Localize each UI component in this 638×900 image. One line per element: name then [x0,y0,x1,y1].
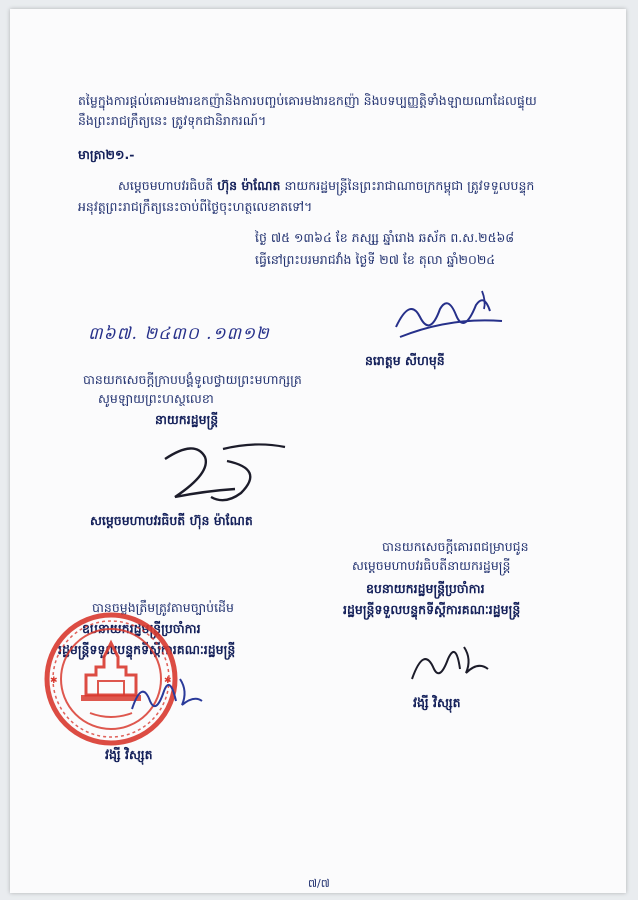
pm-signature [145,439,295,509]
deputy-title-1: ឧបនាយករដ្ឋមន្ត្រីប្រចាំការ [366,581,485,596]
deputy-signature [408,639,498,689]
deputy-title-2: រដ្ឋមន្ត្រីទទួលបន្ទុកទីស្ដីការគណៈរដ្ឋមន្ត្រី [343,602,521,617]
preamble-line-1: តម្លៃក្នុងការផ្ដល់គោរមងារឧកញ៉ានិងការបញ្ចប់គោរមងារឧកញ៉ា និងបទប្បញ្ញត្តិទាំងឡាយណាដែលផ្ទុយ [78,93,537,108]
lunar-date: ថ្ងៃ ៧៥ ១៣៦៤ ខែ ភស្ស្ស ឆ្នាំរោង ឆស័ក ព.ស.២៥៦៨ [255,230,515,245]
certified-title-1: ឧបនាយករដ្ឋមន្ត្រីប្រចាំការ [82,621,201,636]
pm-title: នាយករដ្ឋមន្ត្រី [155,412,219,427]
certified-signature [128,671,208,721]
king-signature [390,287,510,345]
certified-name: វង្សី វិស្សុត [105,747,153,762]
certified-line-1: បានចម្លងត្រឹមត្រូវតាមច្បាប់ដើម [92,600,234,615]
page-number: ៧/៧ [308,877,330,890]
pm-name: សម្ដេចមហាបវរធិបតី ហ៊ុន ម៉ាណែត [90,513,253,528]
article-title: មាត្រា២១.- [78,147,135,162]
king-name: នរោត្តម សីហមុនី [365,353,445,368]
certified-title-2: រដ្ឋមន្ត្រីទទួលបន្ទុកទីស្ដីការគណៈរដ្ឋមន្ត្រី [58,642,236,657]
registration-number: ៣៦៧. ២៤៣០ .១៣១២ [88,324,270,344]
article-line-1-suffix: នាយករដ្ឋមន្ត្រីនៃព្រះរាជាណាចក្រកម្ពុជា ត្រូវទទួលបន្ទុក [284,178,535,193]
pm-block-line-2: សូមឡាយព្រះហស្ថលេខា [98,391,214,406]
pm-block-line-1: បានយកសេចក្ដីក្រាបបង្គំទូលថ្វាយព្រះមហាក្សត្រ [83,372,302,387]
svg-text:✱: ✱ [164,676,172,686]
deputy-name: វង្សី វិស្សុត [413,695,461,710]
article-pm-name: ហ៊ុន ម៉ាណែត [217,178,281,193]
article-line-2: អនុវត្តព្រះរាជក្រឹត្យនេះចាប់ពីថ្ងៃចុះហត្ថលេខាតទៅ។ [78,199,313,214]
article-line-1 [118,177,534,194]
preamble-line-2: នឹងព្រះរាជក្រឹត្យនេះ ត្រូវទុកជានិរាករណ៍។ [78,113,267,128]
svg-text:✱: ✱ [50,676,58,686]
deputy-block-line-2: សម្ដេចមហាបវរធិបតីនាយករដ្ឋមន្ត្រី [352,558,511,573]
solar-date: ធ្វើនៅព្រះបរមរាជវាំង ថ្ងៃទី ២៧ ខែ តុលា ឆ្នាំ២០២៤ [255,252,496,267]
deputy-block-line-1: បានយកសេចក្ដីគោរពជម្រាបជូន [382,539,529,554]
article-line-1-prefix: សម្ដេចមហាបវរធិបតី [118,178,214,193]
document-page [10,9,626,893]
